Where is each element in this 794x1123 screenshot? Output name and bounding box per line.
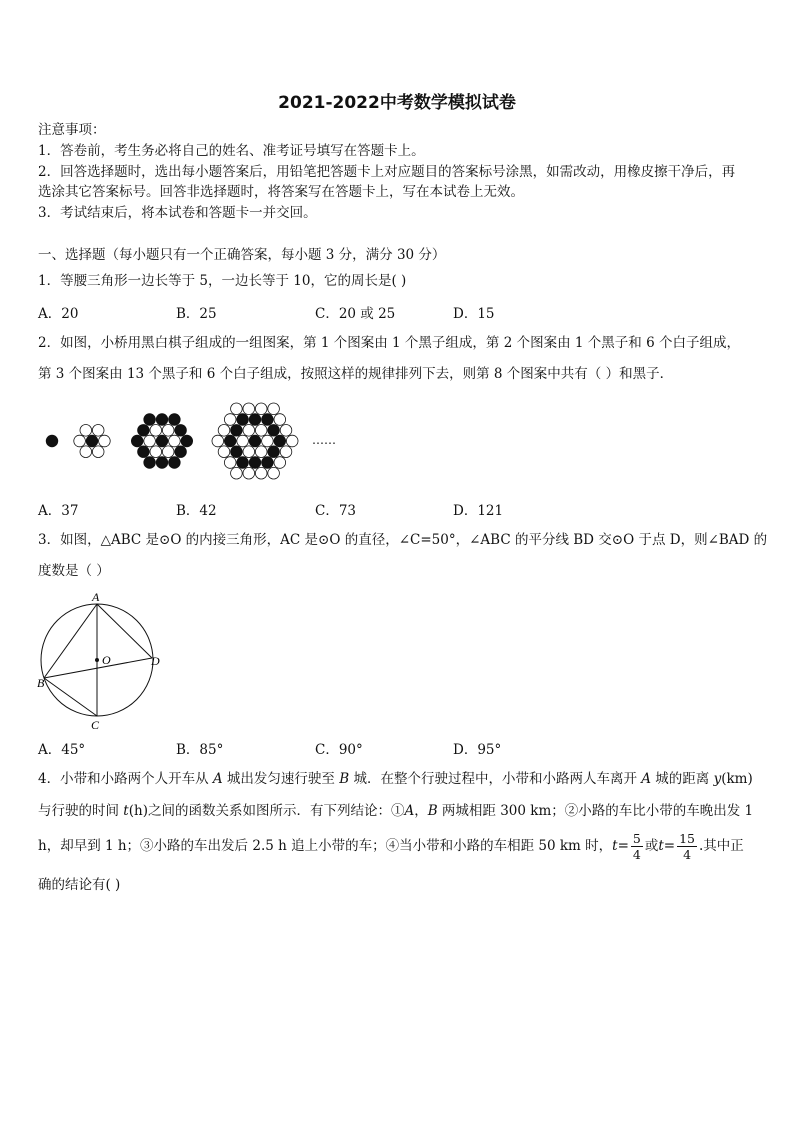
notice-item-3: 3．考试结束后，将本试卷和答题卡一并交回。 [38,205,317,221]
white-stone [162,425,174,437]
segment-ab [44,604,97,678]
black-stone [169,414,181,426]
black-stone [231,425,243,437]
white-stone [224,414,236,426]
black-stone [181,435,193,447]
white-stone [80,446,92,458]
black-stone [249,414,261,426]
white-stone [231,403,243,415]
white-stone [243,403,255,415]
black-stone [169,457,181,469]
black-stone [131,435,143,447]
q1-option-a: A．20 [38,306,79,322]
fraction-5-4: $\frac{5}{4}$ [632,831,641,862]
black-stone [274,435,286,447]
q3-stem-line1: 3．如图，△ABC 是⊙O 的内接三角形，AC 是⊙O 的直径，∠C=50°，∠ABC 的平分线 BD 交⊙O 于点 D，则∠BAD 的 [38,532,768,548]
q2-option-c: C．73 [315,503,357,519]
q4-stem-line4: 确的结论有( ) [38,877,121,893]
q3-option-c: C．90° [315,742,363,758]
white-stone [237,435,249,447]
white-stone [218,446,230,458]
notice-item-1: 1．答卷前，考生务必将自己的姓名、准考证号填写在答题卡上。 [38,143,425,159]
white-stone [274,457,286,469]
pattern-4 [212,403,298,479]
white-stone [224,457,236,469]
black-stone [46,435,58,447]
black-stone [231,446,243,458]
section-heading: 一、选择题（每小题只有一个正确答案，每小题 3 分，满分 30 分） [38,247,446,263]
q1-option-c: C．20 或 25 [315,306,396,322]
black-stone [268,446,280,458]
white-stone [243,446,255,458]
notice-item-2: 2．回答选择题时，选出每小题答案后，用铅笔把答题卡上对应题目的答案标号涂黑，如需改动，用橡皮擦干净后，再 [38,164,736,180]
black-stone [249,435,261,447]
black-stone [156,435,168,447]
q2-stem-line1: 2．如图，小桥用黑白棋子组成的一组图案，第 1 个图案由 1 个黑子组成，第 2 个图案由 1 个黑子和 6 个白子组成， [38,335,740,351]
black-stone [175,446,187,458]
q4-stem-line3: h，却早到 1 h；③小路的车出发后 2.5 h 追上小带的车；④当小带和小路的车相距 50 km 时，t= $\frac{5}{4}$ 或t= $\frac{15}{4}$ .其中正 [38,831,744,862]
q2-option-d: D．121 [453,503,504,519]
q3-circle-figure [30,590,170,730]
label-o: O [102,653,111,667]
black-stone [144,414,156,426]
segment-ad [97,604,152,658]
q3-option-b: B．85° [176,742,224,758]
q4-stem-line1: 4．小带和小路两个人开车从 A 城出发匀速行驶至 B 城．在整个行驶过程中，小带和小路两人车离开 A 城的距离 y(km) [38,771,753,787]
white-stone [274,414,286,426]
white-stone [262,435,274,447]
white-stone [162,446,174,458]
black-stone [156,414,168,426]
pattern-3 [131,414,192,469]
white-stone [92,446,104,458]
q3-stem-line2: 度数是（ ） [38,563,110,579]
white-stone [218,425,230,437]
white-stone [268,403,280,415]
black-stone [224,435,236,447]
white-stone [99,435,111,447]
white-stone [92,425,104,437]
black-stone [138,446,150,458]
black-stone [262,457,274,469]
label-b: B [37,676,45,690]
white-stone [255,467,267,479]
q2-option-a: A．37 [38,503,79,519]
pattern-2 [74,425,110,458]
white-stone [74,435,86,447]
white-stone [286,435,298,447]
label-c: C [91,718,100,732]
black-stone [175,425,187,437]
white-stone [255,425,267,437]
black-stone [249,457,261,469]
notice-heading: 注意事项： [38,122,106,138]
q2-option-b: B．42 [176,503,217,519]
q1-stem: 1．等腰三角形一边长等于 5，一边长等于 10，它的周长是( ) [38,273,407,289]
black-stone [138,425,150,437]
q2-stem-line2: 第 3 个图案由 13 个黑子和 6 个白子组成，按照这样的规律排列下去，则第 8 个图案中共有（ ）和黑子． [38,366,674,382]
white-stone [243,467,255,479]
q3-option-a: A．45° [38,742,86,758]
white-stone [280,446,292,458]
q3-option-d: D．95° [453,742,502,758]
black-stone [86,435,98,447]
q1-option-d: D．15 [453,306,495,322]
white-stone [150,425,162,437]
pattern-1 [46,435,58,447]
black-stone [262,414,274,426]
white-stone [280,425,292,437]
white-stone [80,425,92,437]
white-stone [255,446,267,458]
page-title: 2021-2022中考数学模拟试卷 [278,93,516,113]
q4-stem-line2: 与行驶的时间 t(h)之间的函数关系如图所示．有下列结论：①A，B 两城相距 300 km；②小路的车比小带的车晚出发 1 [38,803,754,819]
white-stone [169,435,181,447]
black-stone [268,425,280,437]
white-stone [150,446,162,458]
black-stone [144,457,156,469]
label-a: A [92,590,100,604]
white-stone [243,425,255,437]
white-stone [255,403,267,415]
segment-bc [44,678,97,716]
black-stone [237,414,249,426]
label-d: D [151,654,160,668]
center-dot [95,658,99,662]
fraction-15-4: $\frac{15}{4}$ [679,831,695,862]
black-stone [156,457,168,469]
q1-option-b: B．25 [176,306,217,322]
black-stone [237,457,249,469]
white-stone [268,467,280,479]
white-stone [144,435,156,447]
notice-item-2-cont: 选涂其它答案标号。回答非选择题时，将答案写在答题卡上，写在本试卷上无效。 [38,184,524,200]
pattern-ellipsis: …… [312,433,336,447]
white-stone [212,435,224,447]
white-stone [231,467,243,479]
